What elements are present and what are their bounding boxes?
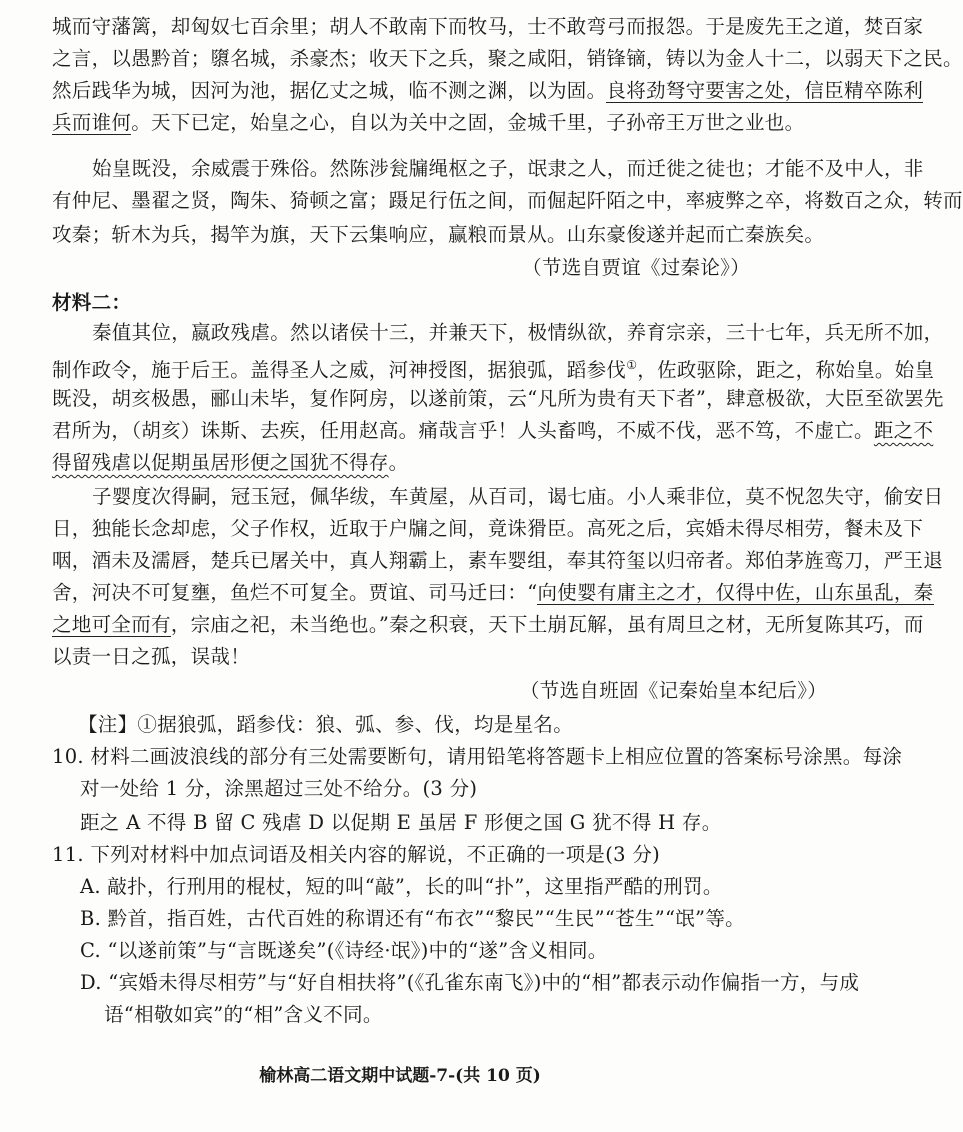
- passage1-line-4: [52, 110, 805, 136]
- passage1-line-2: 之言，以愚黔首；隳名城，杀豪杰；收天下之兵，聚之咸阳，销锋镝，铸以为金人十二，以弱天下之民。: [52, 47, 963, 70]
- passage2-line-4: [52, 418, 934, 444]
- question-11-option-b: B. 黔首，指百姓，古代百姓的称谓还有“布衣”“黎民”“生民”“苍生”“氓”等。: [80, 907, 745, 930]
- question-11-option-a: A. 敲扑，行刑用的棍杖，短的叫“敲”，长的叫“扑”，这里指严酷的刑罚。: [80, 875, 723, 898]
- passage2-source: （节选自班固《记秦始皇本纪后》）: [520, 679, 828, 702]
- question-11-option-d-line-2: 语“相敬如宾”的“相”含义不同。: [104, 1003, 383, 1026]
- passage2-line-5: [52, 450, 752, 476]
- passage2-line-4a: 君所为，（胡亥）诛斯、去疾，任用赵高。痛哉言乎！人头畜鸣，不威不伐，恶不笃，不虚亡。: [52, 419, 874, 442]
- passage2-line-9: [52, 580, 934, 606]
- passage2-line-7: 日，独能长念却虑，父子作权，近取于户牖之间，竟诛猾臣。高死之后，宾婚未得尽相劳，餐未及下: [52, 517, 924, 540]
- wavy-sentence-b: 得留残虐以促期虽居形便之国犹不得存: [52, 451, 389, 474]
- passage2-line-11: 以责一日之孤，误哉！: [52, 645, 251, 668]
- underlined-sentence-1a: 良将劲弩守要害之处，信臣精卒陈利: [606, 79, 924, 102]
- footnote-marker: ①: [626, 358, 638, 372]
- passage2-line-1: 秦值其位，嬴政残虐。然以诸侯十三，并兼天下，极情纵欲，养育宗亲，三十七年，兵无所不加，: [92, 321, 944, 344]
- question-11-option-d-line-1: D. “宾婚未得尽相劳”与“好自相扶将”(《孔雀东南飞》)中的“相”都表示动作偏指一方，与成: [80, 971, 860, 994]
- underlined-sentence-2a: 向使婴有庸主之才，仅得中佐，山东虽乱，秦: [537, 581, 934, 604]
- question-10-line-1: 10. 材料二画波浪线的部分有三处需要断句，请用铅笔将答题卡上相应位置的答案标号涂黑。每涂: [52, 745, 903, 768]
- underlined-sentence-1b: 兵而谁何: [52, 111, 132, 134]
- question-11-option-c: C. “以遂前策”与“言既遂矣”(《诗经·氓》)中的“遂”含义相同。: [80, 939, 608, 962]
- underlined-sentence-2b: 之地可全而有: [52, 613, 171, 636]
- passage2-line-9a: 舍，河决不可复壅，鱼烂不可复全。贾谊、司马迁曰：“: [52, 581, 538, 604]
- passage2-line-2a: 制作政令，施于后王。盖得圣人之威，河神授图，据狼弧，蹈参伐: [52, 358, 627, 382]
- passage1-line-7: 攻秦；斩木为兵，揭竿为旗，天下云集响应，赢粮而景从。山东豪俊遂并起而亡秦族矣。: [52, 223, 825, 246]
- passage1-line-3: [52, 78, 924, 104]
- passage1-line-3a: 然后践华为城，因河为池，据亿丈之城，临不测之渊，以为固。: [52, 79, 607, 102]
- passage1-line-5: 始皇既没，余威震于殊俗。然陈涉瓮牖绳枢之子，氓隶之人，而迁徙之徒也；才能不及中人，非: [92, 157, 924, 180]
- question-10-line-2: 对一处给 1 分，涂黑超过三处不给分。(3 分): [80, 777, 478, 800]
- question-11-stem: 11. 下列对材料中加点词语及相关内容的解说，不正确的一项是(3 分): [52, 843, 661, 866]
- passage2-line-8: 咽，酒未及濡唇，楚兵已屠关中，真人翔霸上，素车婴组，奉其符玺以归帝者。郑伯茅旌鸾刀，严王退: [52, 549, 944, 572]
- page-footer: 榆林高二语文期中试题-7-(共 10 页): [259, 1066, 541, 1086]
- passage2-line-2: [52, 352, 935, 384]
- passage2-line-5b: 。: [388, 451, 409, 474]
- passage1-line-4b: 。天下已定，始皇之心，自以为关中之固，金城千里，子孙帝王万世之业也。: [131, 111, 805, 134]
- material-2-header: 材料二：: [52, 291, 132, 314]
- footnote: 【注】①据狼弧，蹈参伐：狼、弧、参、伐，均是星名。: [78, 713, 574, 736]
- passage2-line-10: [52, 612, 924, 638]
- wavy-sentence-a: 距之不: [873, 419, 934, 442]
- passage2-line-6: 子婴度次得嗣，冠玉冠，佩华绂，车黄屋，从百司，谒七庙。小人乘非位，莫不怳忽失守，偷安日: [92, 485, 944, 508]
- passage2-line-2b: ，佐政驱除，距之，称始皇。始皇: [637, 358, 935, 382]
- passage1-line-1: 城而守藩篱，却匈奴七百余里；胡人不敢南下而牧马，士不敢弯弓而报怨。于是废先王之道，焚百家: [52, 15, 924, 38]
- passage2-line-3: 既没，胡亥极愚，郦山未毕，复作阿房，以遂前策，云“凡所为贵有天下者”，肆意极欲，大臣至欲罢先: [52, 387, 944, 410]
- passage1-line-6: 有仲尼、墨翟之贤，陶朱、猗顿之富；蹑足行伍之间，而倔起阡陌之中，率疲弊之卒，将数百之众，转而: [52, 189, 963, 212]
- question-10-options: 距之 A 不得 B 留 C 残虐 D 以促期 E 虽居 F 形便之国 G 犹不得 H 存。: [80, 811, 722, 834]
- passage2-line-10b: ，宗庙之祀，未当绝也。”秦之积衰，天下土崩瓦解，虽有周旦之材，无所复陈其巧，而: [170, 613, 924, 636]
- passage1-source: （节选自贾谊《过秦论》）: [522, 256, 750, 279]
